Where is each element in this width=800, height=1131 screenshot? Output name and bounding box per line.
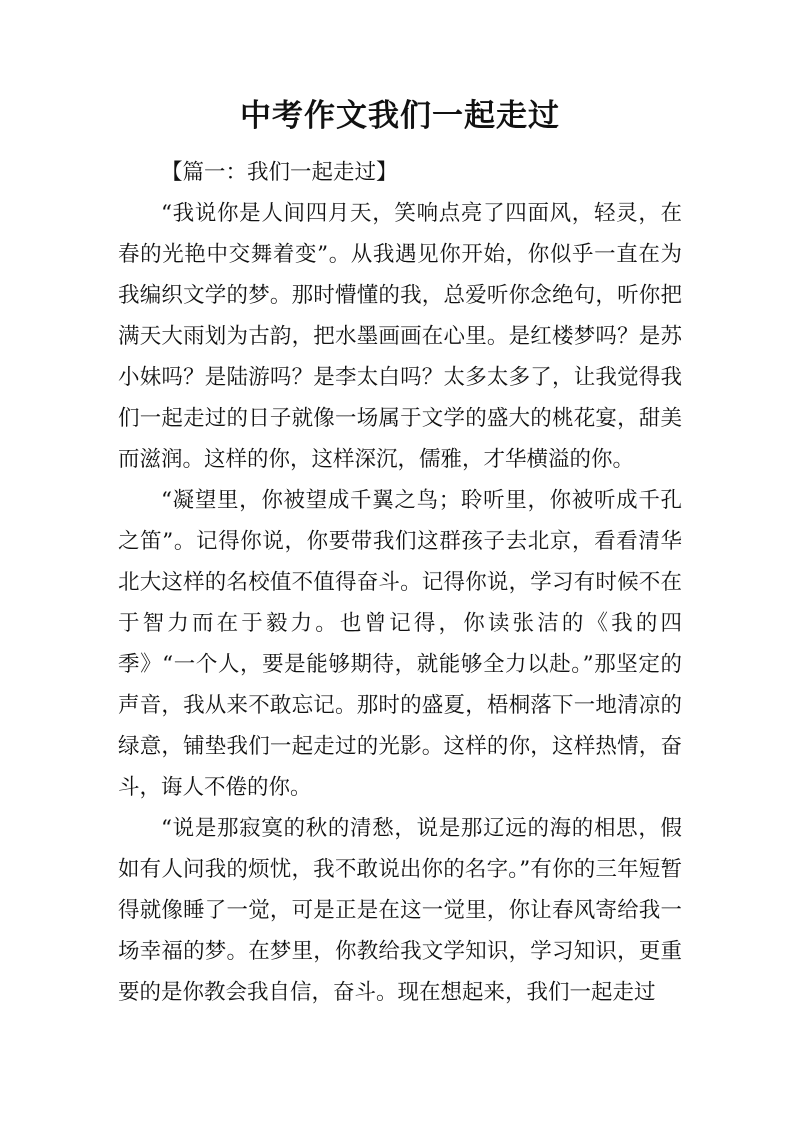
document-body	[118, 152, 682, 1013]
document-title: 中考作文我们一起走过	[240, 98, 560, 134]
paragraph-3: “说是那寂寞的秋的清愁，说是那辽远的海的相思，假如有人问我的烦忧，我不敢说出你的名字。”有你的三年短暂得就像睡了一觉，可是正是在这一觉里，你让春风寄给我一场幸福的梦。在梦里，你教给我文学知识，学习知识，更重要的是你教会我自信，奋斗。现在想起来，我们一起走过	[118, 816, 682, 1005]
section-heading: 【篇一：我们一起走过】	[161, 160, 398, 185]
paragraph-1: “我说你是人间四月天，笑响点亮了四面风，轻灵，在春的光艳中交舞着变”。从我遇见你开始，你似乎一直在为我编织文学的梦。那时懵懂的我，总爱听你念绝句，听你把满天大雨划为古韵，把水墨画画在心里。是红楼梦吗？是苏小妹吗？是陆游吗？是李太白吗？太多太多了，让我觉得我们一起走过的日子就像一场属于文学的盛大的桃花宴，甜美而滋润。这样的你，这样深沉，儒雅，才华横溢的你。	[118, 201, 682, 472]
paragraph-2: “凝望里，你被望成千翼之鸟；聆听里，你被听成千孔之笛”。记得你说，你要带我们这群孩子去北京，看看清华北大这样的名校值不值得奋斗。记得你说，学习有时候不在于智力而在于毅力。也曾记得，你读张洁的《我的四季》“一个人，要是能够期待，就能够全力以赴。”那坚定的声音，我从来不敢忘记。那时的盛夏，梧桐落下一地清凉的绿意，铺垫我们一起走过的光影。这样的你，这样热情，奋斗，诲人不倦的你。	[118, 488, 682, 800]
